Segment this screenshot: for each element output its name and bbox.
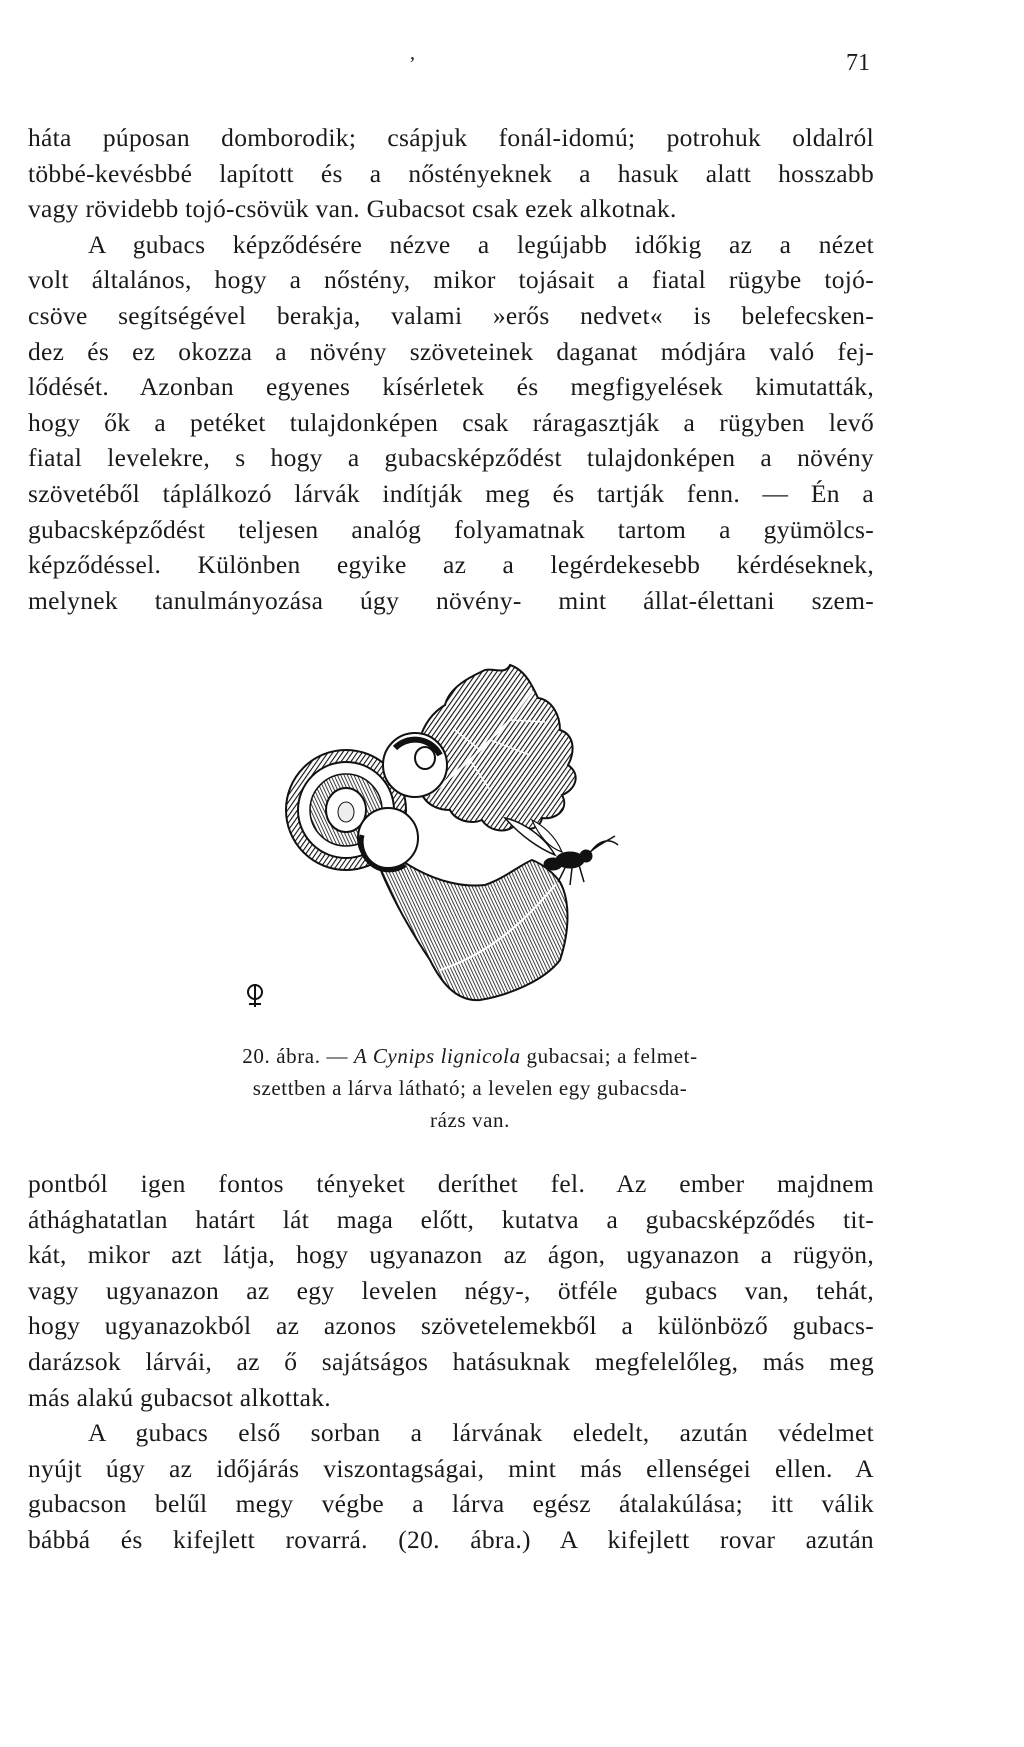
text-block-bottom	[28, 1166, 874, 1558]
text-line: áthághatatlan határt lát maga előtt, kutatva a gubacsképződés tit-	[28, 1204, 874, 1234]
caption-line	[150, 1040, 790, 1072]
text-block-top	[28, 120, 874, 618]
text-line: lődését. Azonban egyenes kísérletek és megfigyelések kimutatták,	[28, 372, 874, 402]
text-line: vagy rövidebb tojó-csövük van. Gubacsot csak ezek alkotnak.	[28, 194, 677, 224]
text-line: A gubacs képződésére nézve a legújabb időkig az a nézet	[88, 229, 874, 259]
text-line: szövetéből táplálkozó lárvák indítják meg és tartják fenn. — Én a	[28, 478, 874, 508]
text-line: dez és ez okozza a növény szöveteinek daganat módjára való fej-	[28, 336, 874, 366]
text-line: képződéssel. Különben egyike az a legérdekesebb kérdéseknek,	[28, 550, 874, 580]
text-line: bábbá és kifejlett rovarrá. (20. ábra.) A kifejlett rovar azután	[28, 1524, 874, 1554]
caption-line: rázs van.	[429, 1108, 511, 1132]
text-line: más alakú gubacsot alkottak.	[28, 1382, 331, 1412]
text-line: kát, mikor azt látja, hogy ugyanazon az ágon, ugyanazon a rügyön,	[28, 1240, 874, 1270]
page-number: 71	[846, 50, 870, 76]
text-line: A gubacs első sorban a lárvának eledelt, azután védelmet	[88, 1418, 874, 1448]
text-line: fiatal levelekre, s hogy a gubacsképződést tulajdonképen a növény	[28, 443, 874, 473]
caption-dash: —	[326, 1044, 349, 1068]
text-line: volt általános, hogy a nőstény, mikor tojásait a fiatal rügybe tojó-	[28, 265, 874, 295]
text-line: hogy ők a petéket tulajdonképen csak ráragasztják a rügyben levő	[28, 407, 874, 437]
figure-number: 20. ábra.	[242, 1044, 321, 1068]
engraver-monogram-icon	[243, 982, 267, 1008]
gall-whole	[383, 733, 447, 797]
text-line: többé-kevésbbé lapított és a nőstényeknek a hasuk alatt hosszabb	[28, 158, 874, 188]
text-line: gubacson belűl megy végbe a lárva egész átalakúlása; itt válik	[28, 1489, 874, 1519]
top-mark: ,	[410, 42, 415, 64]
text-line: gubacsképződést teljesen analóg folyamatnak tartom a gyümölcs-	[28, 514, 874, 544]
text-line: nyújt úgy az időjárás viszontagságai, mint más ellenségei ellen. A	[28, 1453, 874, 1483]
caption-line: szettben a lárva látható; a levelen egy gubacsda-	[252, 1076, 688, 1100]
text-line: melynek tanulmányozása úgy növény- mint állat-élettani szem-	[28, 585, 874, 615]
text-line: pontból igen fontos tényeket deríthet fel. Az ember majdnem	[28, 1169, 874, 1198]
text-line: darázsok lárvái, az ő sajátságos hatásuknak megfelelőleg, más meg	[28, 1346, 874, 1376]
text-line: hogy ugyanazokból az azonos szövetelemekből a különböző gubacs-	[28, 1311, 874, 1341]
text-line: háta púposan domborodik; csápjuk fonál-idomú; potrohuk oldalról	[28, 123, 874, 152]
species-name: A Cynips lignicola	[353, 1044, 521, 1068]
gall-illustration	[270, 660, 670, 1014]
text-line: csöve segítségével berakja, valami »erős nedvet« is belefecsken-	[28, 300, 874, 330]
caption-text: gubacsai; a felmet-	[526, 1044, 698, 1068]
figure-caption	[150, 1040, 790, 1136]
text-line: vagy ugyanazon az egy levelen négy-, ötféle gubacs van, tehát,	[28, 1275, 874, 1305]
